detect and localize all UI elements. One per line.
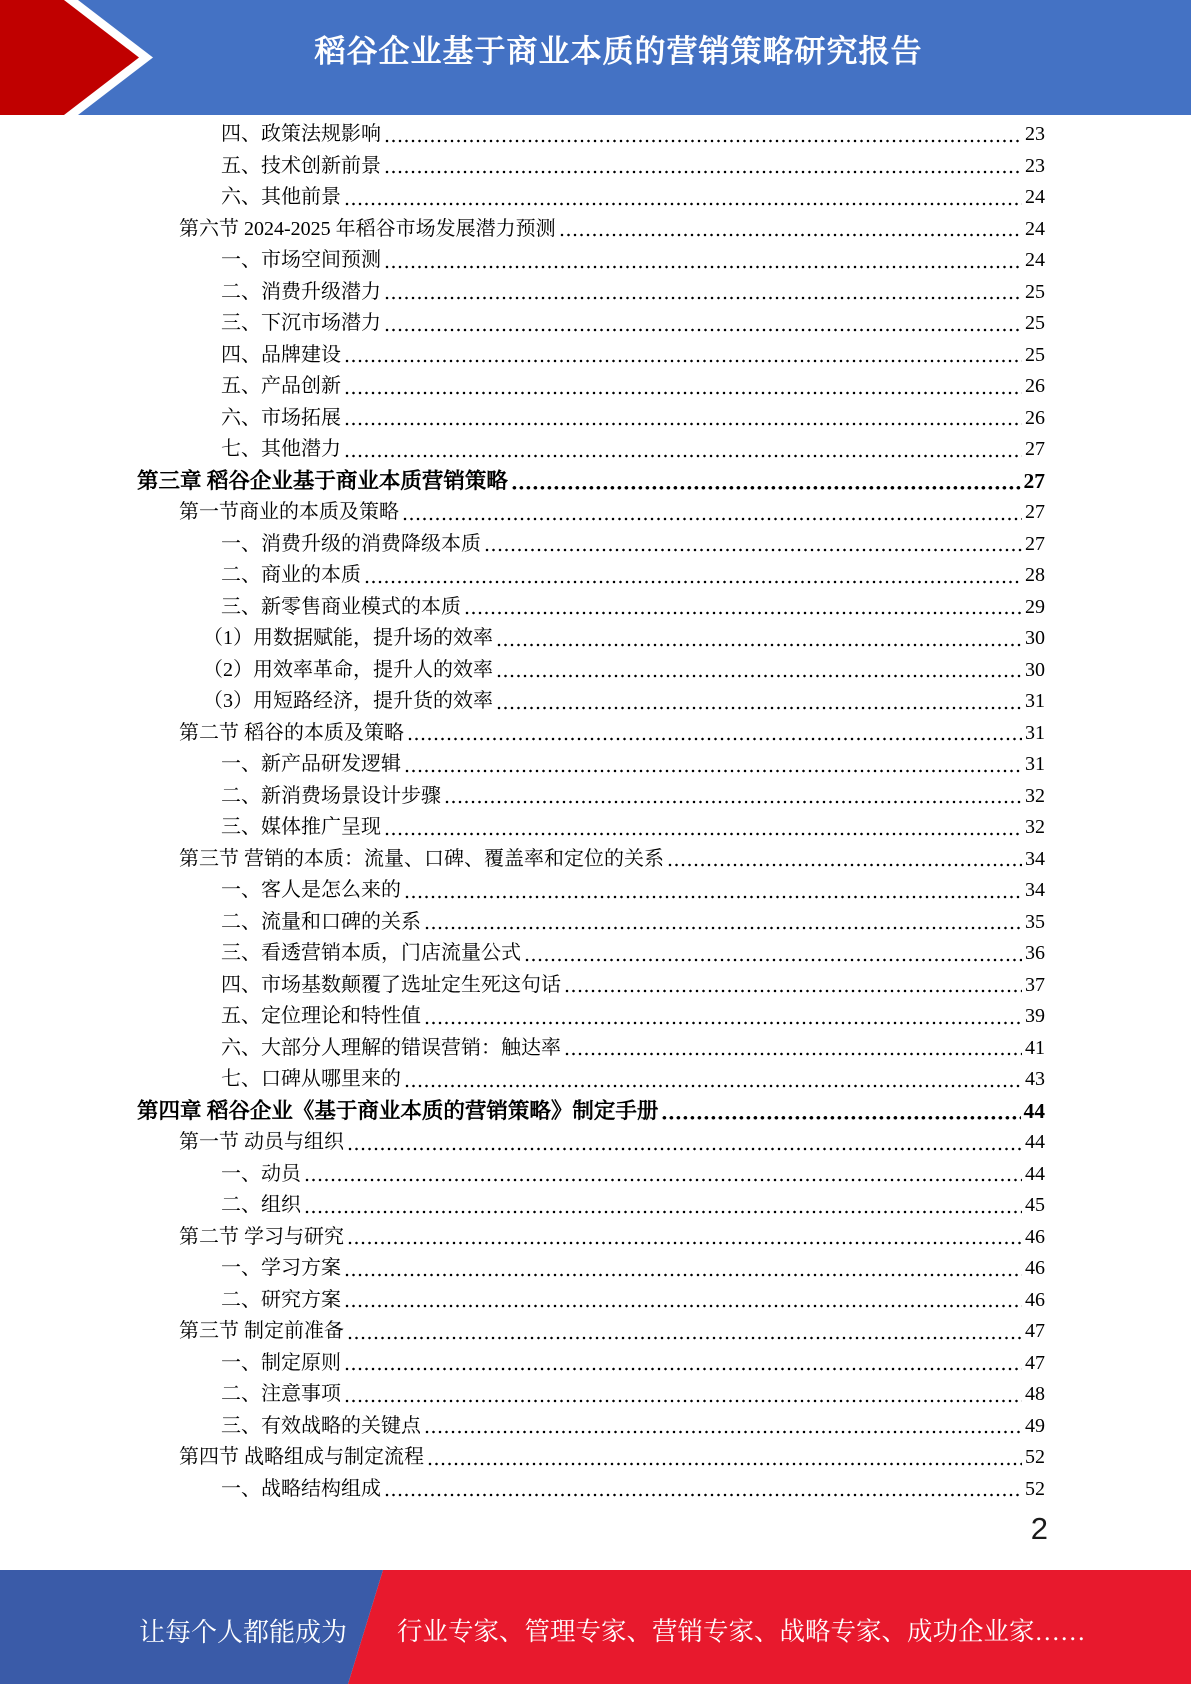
toc-entry[interactable]: [0, 214, 1045, 246]
toc-entry-label: 一、制定原则: [221, 1351, 341, 1374]
toc-entry-label: 四、政策法规影响: [221, 123, 381, 145]
toc-dot-leader: [497, 705, 1022, 711]
toc-dot-leader: [385, 295, 1022, 301]
toc-entry-page: 44: [1025, 1131, 1045, 1153]
toc-entry-page: 32: [1025, 816, 1045, 838]
toc-dot-leader: [405, 894, 1022, 900]
toc-entry-label: 三、看透营销本质，门店流量公式: [221, 942, 521, 964]
report-header-banner: [0, 0, 1191, 115]
toc-entry[interactable]: [0, 907, 1045, 939]
toc-entry-page: 34: [1025, 847, 1045, 870]
toc-dot-leader: [385, 264, 1022, 270]
toc-entry-page: 29: [1025, 595, 1045, 618]
toc-entry-label: 一、学习方案: [221, 1257, 341, 1279]
toc-dot-leader: [348, 1240, 1022, 1246]
toc-entry-page: 48: [1025, 1383, 1045, 1405]
toc-entry-page: 26: [1025, 375, 1045, 397]
toc-dot-leader: [485, 547, 1022, 553]
toc-entry[interactable]: [0, 434, 1045, 466]
toc-dot-leader: [525, 957, 1022, 963]
toc-dot-leader: [405, 768, 1022, 774]
toc-entry[interactable]: [0, 970, 1045, 1002]
report-title: 稻谷企业基于商业本质的营销策略研究报告: [314, 33, 923, 69]
toc-entry-page: 27: [1023, 468, 1045, 493]
toc-entry[interactable]: [0, 1001, 1045, 1033]
toc-entry-label: 二、流量和口碑的关系: [221, 910, 421, 933]
toc-dot-leader: [425, 1020, 1022, 1026]
toc-dot-leader: [662, 1115, 1020, 1122]
toc-entry-page: 30: [1025, 627, 1045, 649]
toc-dot-leader: [345, 1303, 1022, 1309]
toc-entry-label: （2）用效率革命，提升人的效率: [203, 658, 493, 681]
toc-dot-leader: [560, 232, 1022, 238]
toc-entry-page: 43: [1025, 1068, 1045, 1090]
toc-entry-label: 二、商业的本质: [221, 564, 361, 586]
toc-dot-leader: [425, 925, 1022, 931]
toc-entry-label: 五、技术创新前景: [221, 154, 381, 177]
toc-dot-leader: [403, 516, 1022, 522]
toc-entry[interactable]: [0, 1222, 1045, 1254]
toc-dot-leader: [385, 327, 1022, 333]
toc-entry-label: （1）用数据赋能，提升场的效率: [203, 627, 493, 649]
toc-entry-label: 第二节 稻谷的本质及策略: [179, 721, 404, 744]
toc-dot-leader: [348, 1146, 1022, 1152]
toc-entry-label: 六、大部分人理解的错误营销：触达率: [221, 1036, 561, 1059]
toc-dot-leader: [345, 1366, 1022, 1372]
toc-entry-label: 一、战略结构组成: [221, 1477, 381, 1500]
footer-slogan-right: 行业专家、管理专家、营销专家、战略专家、成功企业家……: [397, 1617, 1086, 1646]
toc-entry[interactable]: [0, 623, 1045, 655]
toc-dot-leader: [345, 390, 1022, 396]
toc-dot-leader: [305, 1177, 1022, 1183]
toc-entry-label: 第二节 学习与研究: [179, 1225, 344, 1248]
toc-entry[interactable]: [0, 308, 1045, 340]
toc-dot-leader: [668, 862, 1022, 868]
toc-entry-label: 第一节商业的本质及策略: [179, 501, 399, 523]
toc-entry-page: 27: [1025, 438, 1045, 460]
toc-entry-page: 31: [1025, 721, 1045, 744]
toc-dot-leader: [305, 1209, 1022, 1215]
toc-entry-label: 第三节 制定前准备: [179, 1320, 344, 1342]
toc-entry-label: 三、下沉市场潜力: [221, 312, 381, 334]
toc-entry-label: 一、消费升级的消费降级本质: [221, 532, 481, 555]
toc-entry-label: 第四节 战略组成与制定流程: [179, 1446, 424, 1468]
toc-entry-page: 24: [1025, 186, 1045, 208]
toc-dot-leader: [385, 831, 1022, 837]
toc-entry-page: 28: [1025, 564, 1045, 586]
toc-entry-page: 44: [1025, 1162, 1045, 1185]
toc-dot-leader: [405, 1083, 1022, 1089]
toc-entry-label: 一、客人是怎么来的: [221, 879, 401, 901]
toc-entry[interactable]: [0, 466, 1045, 498]
toc-entry[interactable]: [0, 560, 1045, 592]
toc-entry-label: 第四章 稻谷企业《基于商业本质的营销策略》制定手册: [137, 1098, 659, 1123]
toc-dot-leader: [425, 1429, 1022, 1435]
toc-entry-label: （3）用短路经济，提升货的效率: [203, 690, 493, 712]
toc-entry-label: 五、定位理论和特性值: [221, 1005, 421, 1027]
toc-entry-page: 41: [1025, 1036, 1045, 1059]
toc-entry-label: 四、品牌建设: [221, 343, 341, 366]
toc-entry[interactable]: [0, 371, 1045, 403]
toc-entry-page: 24: [1025, 217, 1045, 240]
toc-entry[interactable]: [0, 245, 1045, 277]
toc-dot-leader: [345, 358, 1022, 364]
toc-dot-leader: [565, 1051, 1022, 1057]
toc-entry-label: 三、有效战略的关键点: [221, 1414, 421, 1437]
toc-dot-leader: [512, 485, 1021, 492]
toc-entry-page: 46: [1025, 1288, 1045, 1311]
toc-entry-page: 30: [1025, 658, 1045, 681]
toc-entry[interactable]: [0, 592, 1045, 624]
toc-entry-page: 23: [1025, 154, 1045, 177]
toc-dot-leader: [408, 736, 1022, 742]
page-number: 2: [1030, 1511, 1048, 1546]
toc-entry-page: 27: [1025, 501, 1045, 523]
toc-entry[interactable]: [0, 277, 1045, 309]
toc-dot-leader: [465, 610, 1022, 616]
toc-dot-leader: [345, 201, 1022, 207]
toc-entry[interactable]: [0, 1285, 1045, 1317]
toc-entry-page: 34: [1025, 879, 1045, 901]
toc-entry-label: 二、注意事项: [221, 1383, 341, 1405]
toc-entry-page: 27: [1025, 532, 1045, 555]
toc-entry[interactable]: [0, 875, 1045, 907]
toc-entry[interactable]: [0, 1316, 1045, 1348]
toc-entry[interactable]: [0, 1127, 1045, 1159]
toc-dot-leader: [497, 673, 1022, 679]
toc-entry-label: 四、市场基数颠覆了选址定生死这句话: [221, 973, 561, 996]
toc-entry[interactable]: [0, 403, 1045, 435]
toc-entry-label: 三、新零售商业模式的本质: [221, 595, 461, 618]
toc-entry[interactable]: [0, 938, 1045, 970]
toc-dot-leader: [345, 421, 1022, 427]
toc-entry-page: 36: [1025, 942, 1045, 964]
toc-entry-label: 六、其他前景: [221, 186, 341, 208]
toc-entry[interactable]: [0, 340, 1045, 372]
toc-entry-page: 49: [1025, 1414, 1045, 1437]
toc-entry-label: 二、组织: [221, 1194, 301, 1216]
footer-banner: [0, 1570, 1191, 1684]
toc-entry[interactable]: [0, 497, 1045, 529]
toc-dot-leader: [365, 579, 1022, 585]
footer-slogan-left: 让每个人都能成为: [138, 1617, 347, 1647]
toc-entry-label: 一、新产品研发逻辑: [221, 753, 401, 775]
toc-entry[interactable]: [0, 1442, 1045, 1474]
toc-entry[interactable]: [0, 1411, 1045, 1443]
toc-entry-page: 52: [1025, 1446, 1045, 1468]
toc-entry-label: 二、研究方案: [221, 1288, 341, 1311]
toc-entry[interactable]: [0, 1159, 1045, 1191]
toc-entry-label: 六、市场拓展: [221, 406, 341, 429]
toc-entry[interactable]: [0, 119, 1045, 151]
toc-entry-label: 一、市场空间预测: [221, 249, 381, 271]
toc-dot-leader: [497, 642, 1022, 648]
toc-entry-label: 七、其他潜力: [221, 438, 341, 460]
toc-entry[interactable]: [0, 655, 1045, 687]
toc-entry-label: 五、产品创新: [221, 375, 341, 397]
toc-entry-page: 25: [1025, 343, 1045, 366]
toc-entry-page: 44: [1023, 1098, 1045, 1123]
toc-entry[interactable]: [0, 1474, 1045, 1506]
toc-entry[interactable]: [0, 151, 1045, 183]
toc-entry-label: 一、动员: [221, 1162, 301, 1185]
toc-dot-leader: [345, 453, 1022, 459]
toc-entry-page: 47: [1025, 1351, 1045, 1374]
toc-entry-page: 31: [1025, 690, 1045, 712]
toc-dot-leader: [385, 169, 1022, 175]
toc-entry[interactable]: [0, 529, 1045, 561]
toc-entry-page: 26: [1025, 406, 1045, 429]
toc-entry-label: 第三节 营销的本质：流量、口碑、覆盖率和定位的关系: [179, 847, 664, 870]
table-of-contents: [0, 119, 1045, 1505]
toc-entry[interactable]: [0, 1096, 1045, 1128]
toc-entry-page: 23: [1025, 123, 1045, 145]
toc-entry-label: 第六节 2024-2025 年稻谷市场发展潜力预测: [179, 217, 556, 240]
toc-entry[interactable]: [0, 182, 1045, 214]
toc-entry-label: 七、口碑从哪里来的: [221, 1068, 401, 1090]
toc-entry-page: 52: [1025, 1477, 1045, 1500]
toc-entry-page: 46: [1025, 1257, 1045, 1279]
toc-entry-page: 39: [1025, 1005, 1045, 1027]
toc-entry-page: 47: [1025, 1320, 1045, 1342]
toc-entry[interactable]: [0, 686, 1045, 718]
toc-entry[interactable]: [0, 844, 1045, 876]
toc-entry[interactable]: [0, 781, 1045, 813]
toc-entry[interactable]: [0, 1064, 1045, 1096]
toc-entry-label: 第一节 动员与组织: [179, 1131, 344, 1153]
toc-entry[interactable]: [0, 1033, 1045, 1065]
toc-entry[interactable]: [0, 749, 1045, 781]
toc-entry-label: 二、消费升级潜力: [221, 280, 381, 303]
toc-entry[interactable]: [0, 718, 1045, 750]
toc-entry-page: 32: [1025, 784, 1045, 807]
toc-entry-page: 31: [1025, 753, 1045, 775]
toc-entry-label: 三、媒体推广呈现: [221, 816, 381, 838]
toc-entry-page: 45: [1025, 1194, 1045, 1216]
toc-dot-leader: [445, 799, 1022, 805]
toc-entry[interactable]: [0, 1348, 1045, 1380]
toc-dot-leader: [565, 988, 1022, 994]
toc-dot-leader: [428, 1461, 1022, 1467]
toc-entry-label: 第三章 稻谷企业基于商业本质营销策略: [137, 468, 508, 493]
toc-dot-leader: [345, 1398, 1022, 1404]
toc-entry[interactable]: [0, 1379, 1045, 1411]
toc-entry[interactable]: [0, 1190, 1045, 1222]
toc-dot-leader: [385, 138, 1022, 144]
toc-entry-page: 25: [1025, 312, 1045, 334]
toc-entry-page: 37: [1025, 973, 1045, 996]
toc-entry-page: 35: [1025, 910, 1045, 933]
toc-entry-page: 46: [1025, 1225, 1045, 1248]
toc-dot-leader: [345, 1272, 1022, 1278]
toc-entry[interactable]: [0, 812, 1045, 844]
toc-entry[interactable]: [0, 1253, 1045, 1285]
toc-dot-leader: [348, 1335, 1022, 1341]
toc-entry-page: 25: [1025, 280, 1045, 303]
toc-entry-page: 24: [1025, 249, 1045, 271]
toc-dot-leader: [385, 1492, 1022, 1498]
toc-entry-label: 二、新消费场景设计步骤: [221, 784, 441, 807]
